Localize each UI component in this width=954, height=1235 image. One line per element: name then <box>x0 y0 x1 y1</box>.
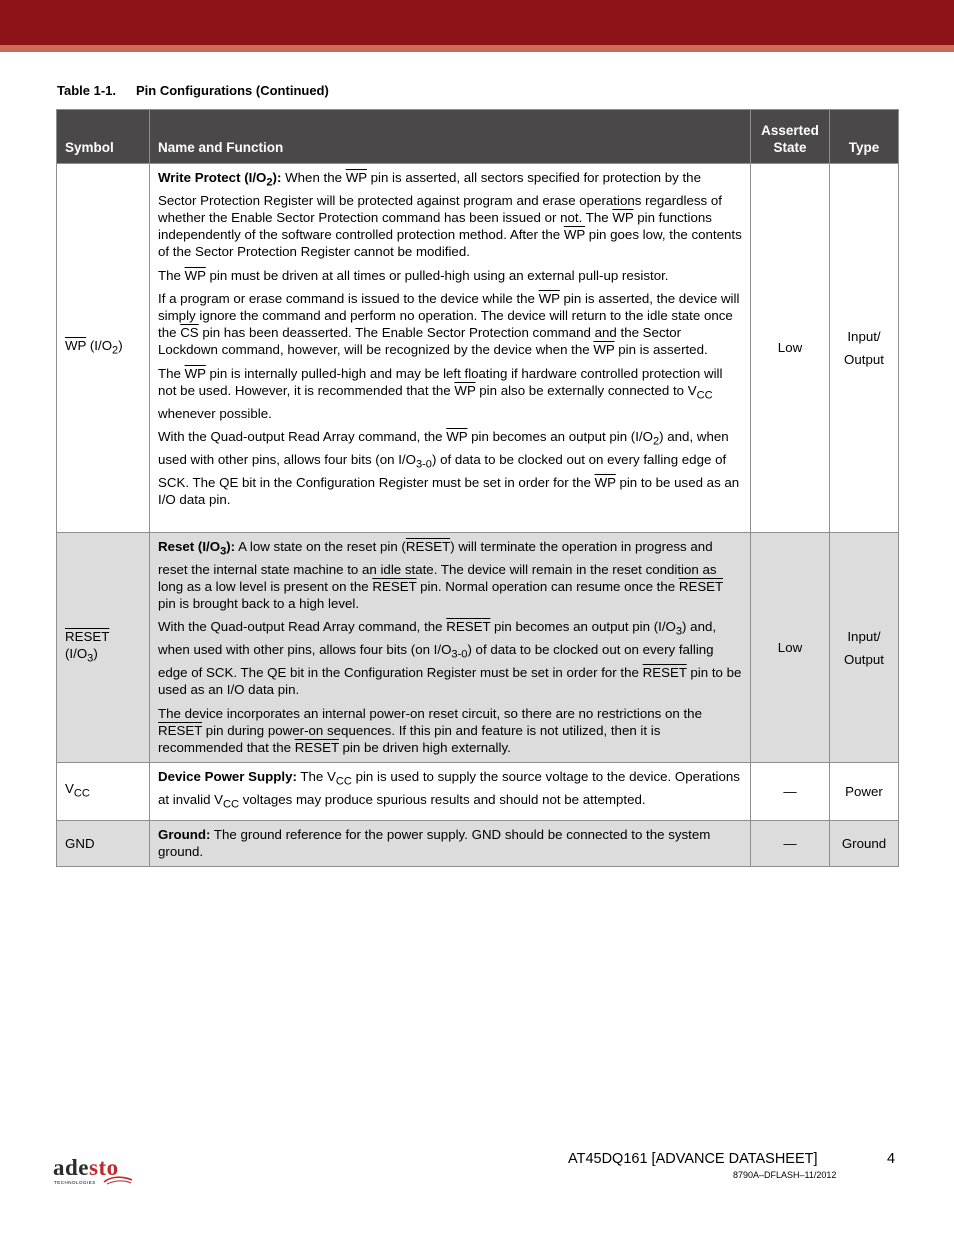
header-stripe <box>0 45 954 52</box>
type-cell: Ground <box>830 820 899 866</box>
symbol-cell: $V_{CC}$ <box>57 763 150 821</box>
header-name-function: Name and Function <box>150 110 751 164</box>
type-cell: Input/ Output <box>830 533 899 763</box>
function-cell <box>150 164 751 533</box>
header-symbol: Symbol <box>57 110 150 164</box>
type-cell: Power <box>830 763 899 821</box>
page-number: 4 <box>887 1151 896 1167</box>
table-title: Pin Configurations (Continued) <box>136 83 329 98</box>
paragraph: If a program or erase command is issued to the device while the $\overline{WP}$ pin is asserted, the device will simply ignore the command and perform no operation. The device will return to the idle state once the $\overline{CS}$ pin has been deasserted. The Enable Sector Protection command and the Sector Lockdown command, however, will be recognized by the device when the $\overline{WP}$ pin is asserted. <box>158 290 740 358</box>
document-code: 8790A–DFLASH–11/2012 <box>733 1170 837 1180</box>
table-row-vcc <box>57 763 899 821</box>
paragraph: The device incorporates an internal power-on reset circuit, so there are no restrictions on the RESET pin during power-on sequences. If this pin and feature is not utilized, then it is recommended that the RESET pin be driven high externally. <box>158 705 702 755</box>
paragraph: The $\overline{WP}$ pin is internally pulled-high and may be left floating if hardware controlled protection will not be used. However, it is recommended that the $\overline{WP}$ pin also be externally connected to $V_{CC}$ whenever possible. <box>158 365 723 421</box>
function-cell <box>150 763 751 821</box>
asserted-state-cell: — <box>751 763 830 821</box>
adesto-logo <box>53 1156 135 1190</box>
asserted-state-cell: — <box>751 820 830 866</box>
paragraph: Device Power Supply: The $V_{CC}$ pin is used to supply the source voltage to the device. Operations at invalid $V_{CC}$ voltages may produce spurious results and should not be attempted. <box>158 769 740 811</box>
logo-swoosh-icon <box>103 1174 133 1186</box>
function-cell <box>150 820 751 866</box>
paragraph: Write Protect $(I/O_2)$: When the $\overline{WP}$ pin is asserted, all sectors specified for protection by the Sector Protection Register will be protected against program and erase operations regardless of whether the Enable Sector Protection command has been issued or not. The $\overline{WP}$ pin functions independently of the software controlled protection method. After the $\overline{WP}$ pin goes low, the contents of the Sector Protection Register cannot be modified. <box>158 170 742 260</box>
document-title: AT45DQ161 [ADVANCE DATASHEET] <box>568 1151 818 1167</box>
symbol-cell: $\overline{WP}$ $(I/O_2)$ <box>57 164 150 533</box>
symbol-cell: RESET $(I/O_3)$ <box>57 533 150 763</box>
logo-wordmark: adesto <box>53 1155 119 1180</box>
logo-tagline: TECHNOLOGIES <box>54 1180 96 1185</box>
paragraph: Reset $(I/O_3)$: A low state on the reset pin (RESET) will terminate the operation in progress and reset the internal state machine to an idle state. The device will remain in the reset condition as long as a low level is present on the RESET pin. Normal operation can resume once the RESET pin is brought back to a high level. <box>158 539 723 612</box>
pin-configuration-table <box>56 109 899 867</box>
table-caption <box>57 83 329 98</box>
table-header-row <box>57 110 899 164</box>
paragraph: With the Quad-output Read Array command, the $\overline{WP}$ pin becomes an output pin $(I/O_2)$ and, when used with other pins, allows four bits (on $I/O_{3-0}$) of data to be clocked out on every falling edge of SCK. The QE bit in the Configuration Register must be set in order for the $\overline{WP}$ pin to be used as an I/O data pin. <box>158 428 740 507</box>
paragraph: Ground: The ground reference for the power supply. GND should be connected to the system ground. <box>158 826 711 860</box>
function-cell <box>150 533 751 763</box>
asserted-state-cell: Low <box>751 164 830 533</box>
paragraph: With the Quad-output Read Array command, the RESET pin becomes an output pin $(I/O_3)$ and, when used with other pins, allows four bits (on $I/O_{3-0}$) of data to be clocked out on every falling edge of SCK. The QE bit in the Configuration Register must be set in order for the RESET pin to be used as an I/O data pin. <box>158 619 742 698</box>
paragraph: The $\overline{WP}$ pin must be driven at all times or pulled-high using an external pull-up resistor. <box>158 267 669 283</box>
asserted-state-cell: Low <box>751 533 830 763</box>
table-number: Table 1-1. <box>57 83 117 98</box>
table-row-wp <box>57 164 899 533</box>
type-cell: Input/ Output <box>830 164 899 533</box>
table-row-reset <box>57 533 899 763</box>
symbol-cell: GND <box>57 820 150 866</box>
header-band <box>0 0 954 45</box>
table-row-gnd <box>57 820 899 866</box>
header-type: Type <box>830 110 899 164</box>
header-asserted-state: Asserted State <box>751 110 830 164</box>
